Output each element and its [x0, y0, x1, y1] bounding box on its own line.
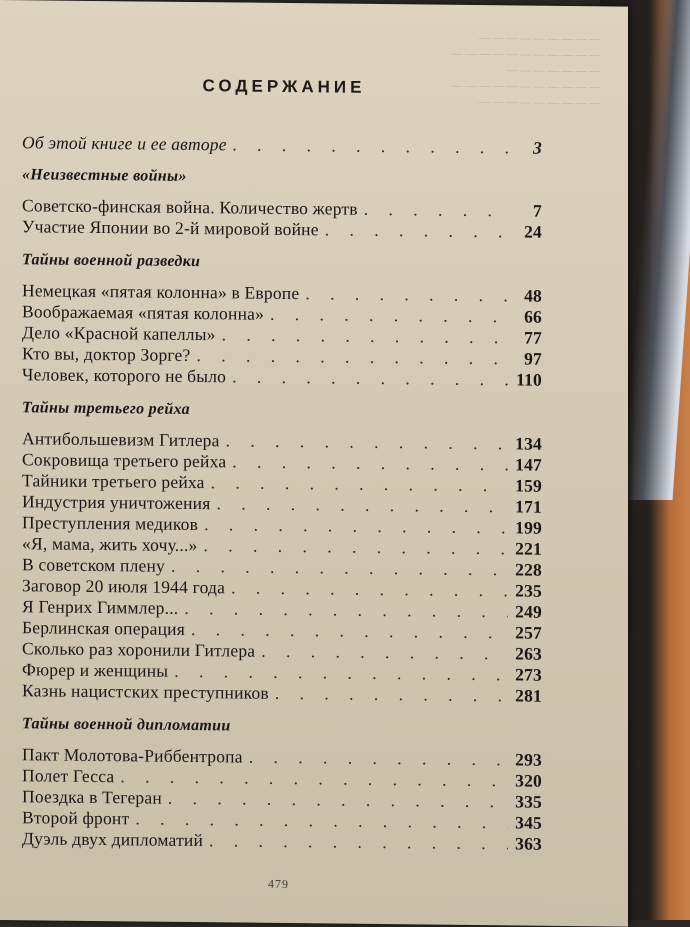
- toc-entry-page: 221: [515, 538, 542, 559]
- toc-entry-page: 24: [524, 221, 542, 242]
- toc-entry-page: 134: [515, 433, 542, 454]
- toc-entry-label: Тайники третьего рейха: [22, 470, 205, 493]
- toc-entry-page: 3: [533, 137, 542, 158]
- leader-dots: [231, 577, 508, 601]
- toc-entry-label: Участие Японии во 2-й мировой войне: [22, 216, 319, 240]
- toc-entry-label: Дуэль двух дипломатий: [22, 828, 204, 851]
- toc-entry: [22, 828, 542, 854]
- toc-entry-page: 281: [515, 685, 542, 706]
- table-of-contents: [22, 132, 542, 867]
- toc-entry-page: 48: [524, 285, 542, 306]
- leader-dots: [325, 219, 508, 242]
- toc-section: [22, 250, 542, 390]
- toc-entry-label: Фюрер и женщины: [22, 659, 169, 681]
- section-heading: «Неизвестные войны»: [22, 166, 187, 185]
- show-through-text: — — — — — — — — — — — — — — — — — — — — — — — — — — — — — — — — — — — — — — — — — — — — — — —: [451, 32, 600, 110]
- toc-entry-label: Советско-финская война. Количество жертв: [22, 195, 358, 219]
- toc-entry-label: Преступления медиков: [22, 512, 199, 535]
- leader-dots: [261, 641, 508, 665]
- toc-entry-page: 257: [515, 622, 542, 643]
- leader-dots: [232, 451, 508, 475]
- toc-entry-intro: [22, 132, 542, 158]
- toc-entry-page: 97: [524, 348, 542, 369]
- toc-entry: [22, 216, 542, 242]
- toc-entry-label: Сокровища третьего рейха: [22, 449, 227, 472]
- toc-entry-label: Воображаемая «пятая колонна»: [22, 301, 265, 324]
- toc-entry-label: Поездка в Тегеран: [22, 786, 162, 808]
- toc-entry-label: Я Генрих Гиммлер...: [22, 596, 179, 618]
- toc-entry-page: 235: [515, 580, 542, 601]
- toc-entry-label: Немецкая «пятая колонна» в Европе: [22, 280, 300, 304]
- toc-entry-page: 335: [515, 791, 542, 812]
- toc-entry-page: 263: [515, 643, 542, 664]
- leader-dots: [226, 430, 508, 454]
- toc-entry-label: Полет Гесса: [22, 765, 115, 787]
- toc-entry-page: 171: [515, 496, 542, 517]
- toc-entry-page: 199: [515, 517, 542, 538]
- toc-section: [22, 714, 542, 854]
- section-heading: Тайны военной разведки: [22, 251, 201, 271]
- section-heading: Тайны третьего рейха: [22, 399, 190, 418]
- leader-dots: [216, 493, 508, 517]
- toc-entry-label: «Я, мама, жить хочу...»: [22, 533, 198, 556]
- toc-entry-page: 110: [516, 369, 542, 390]
- toc-entry-page: 249: [515, 601, 542, 622]
- toc-entry-page: 320: [515, 770, 542, 791]
- toc-entry-label: Дело «Красной капеллы»: [22, 322, 216, 345]
- toc-section: [22, 398, 542, 706]
- toc-entry-label: Сколько раз хоронили Гитлера: [22, 638, 256, 661]
- toc-sections: [22, 165, 542, 854]
- toc-entry-page: 159: [515, 475, 542, 496]
- toc-entry-label: Индустрия уничтожения: [22, 491, 211, 514]
- toc-entry: [22, 364, 542, 390]
- leader-dots: [232, 366, 508, 390]
- toc-entry-label: Об этой книге и ее авторе: [22, 132, 227, 155]
- toc-entry-label: Второй фронт: [22, 807, 130, 829]
- toc-title: СОДЕРЖАНИЕ: [202, 76, 366, 97]
- toc-entry-label: Кто вы, доктор Зорге?: [22, 343, 191, 365]
- toc-entry-page: 293: [515, 749, 542, 770]
- leader-dots: [233, 134, 508, 158]
- toc-entry-page: 363: [515, 833, 542, 854]
- toc-entry-page: 228: [515, 559, 542, 580]
- toc-entry-page: 147: [515, 454, 542, 475]
- toc-entry-label: Пакт Молотова-Риббентропа: [22, 744, 243, 767]
- section-heading: Тайны военной дипломатии: [22, 715, 231, 735]
- leader-dots: [249, 747, 508, 771]
- leader-dots: [222, 324, 508, 348]
- leader-dots: [270, 304, 508, 327]
- leader-dots: [364, 199, 508, 222]
- toc-entry-page: 273: [515, 664, 542, 685]
- leader-dots: [305, 283, 508, 306]
- leader-dots: [275, 683, 508, 706]
- toc-entry-label: Казнь нацистских преступников: [22, 680, 269, 703]
- toc-entry-page: 66: [524, 306, 542, 327]
- toc-entry-label: Антибольшевизм Гитлера: [22, 428, 220, 451]
- toc-entry-page: 7: [533, 200, 542, 221]
- toc-entry-label: В советском плену: [22, 554, 165, 576]
- toc-entry: [22, 680, 542, 706]
- toc-entry-page: 345: [515, 812, 542, 833]
- toc-entry-label: Заговор 20 июля 1944 года: [22, 575, 226, 598]
- toc-entry-label: Человек, которого не было: [22, 364, 227, 387]
- page-number: 479: [268, 876, 289, 892]
- leader-dots: [209, 830, 508, 854]
- toc-entry-page: 77: [524, 327, 542, 348]
- toc-entry-label: Берлинская операция: [22, 617, 185, 639]
- toc-section: [22, 165, 542, 242]
